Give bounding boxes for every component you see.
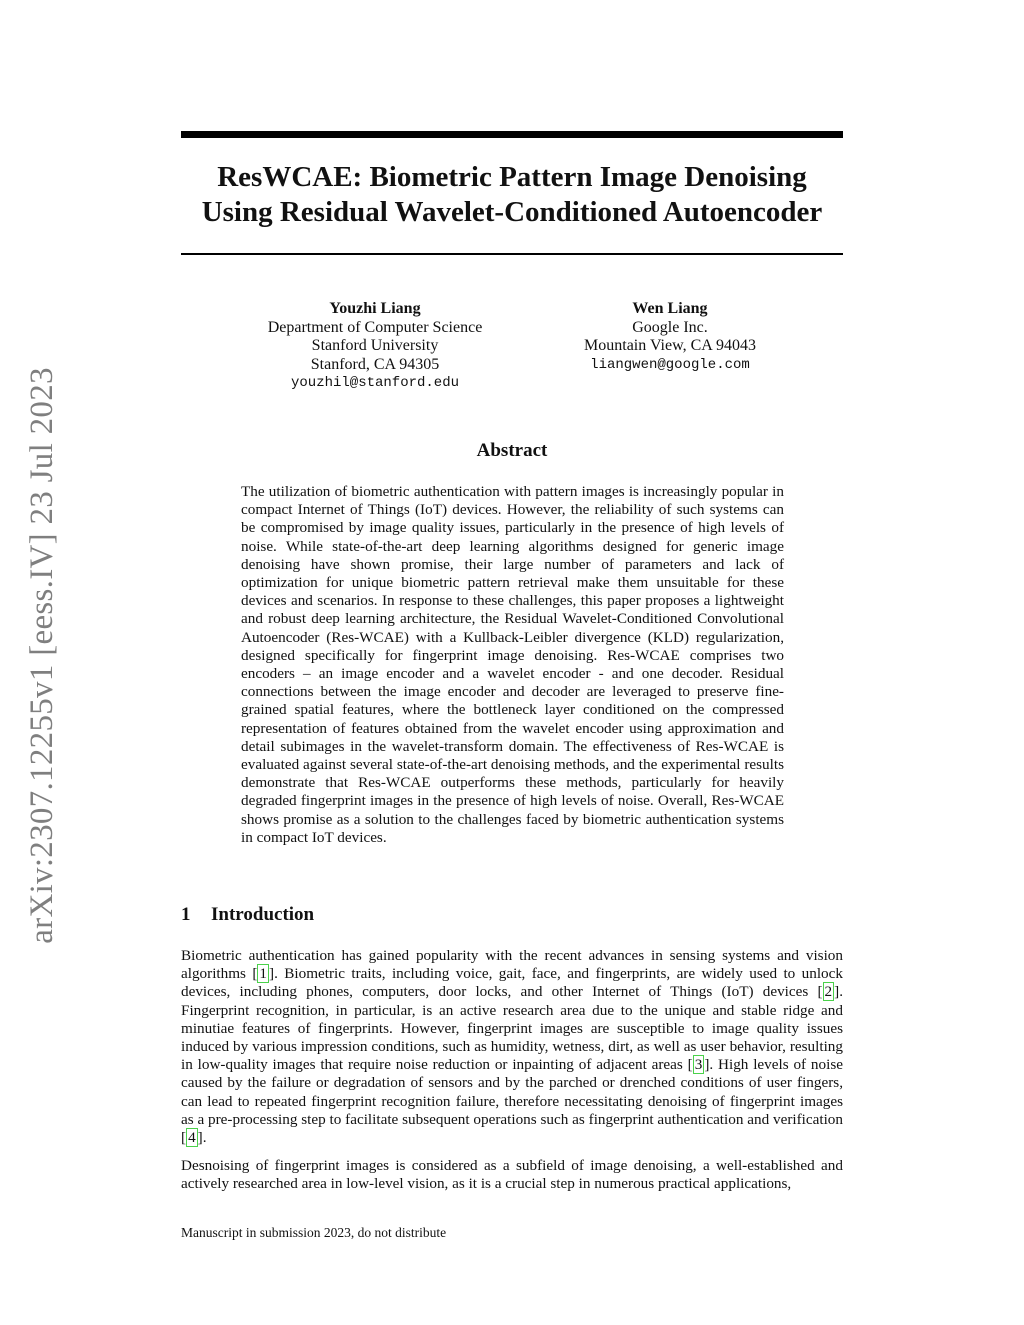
footer-note: Manuscript in submission 2023, do not distribute — [181, 1225, 447, 1240]
paper-title — [181, 160, 843, 230]
author-block-2 — [560, 300, 780, 374]
arxiv-identifier-stamp — [16, 350, 68, 960]
title-line-1: ResWCAE: Biometric Pattern Image Denoising — [217, 161, 807, 193]
intro-paragraph-2: Desnoising of fingerprint images is considered as a subfield of image denoising, a well-established and actively researched area in low-level vision, as it is a crucial step in numerous practical applications, — [181, 1157, 843, 1193]
title-bottom-rule — [181, 253, 843, 255]
intro-text-segment: . — [202, 1129, 207, 1147]
author-name: Wen Liang — [632, 300, 708, 317]
intro-text-segment: . Fingerprint recognition, in particular, is an active research area due to the unique and stable ridge and minutiae features of fingerprints. However, fingerprint images are susceptible to image quality issues induced by various impression conditions, such as humidity, wetness, dirt, as well as user behavior, resulting in low-quality images that require noise reduction or inpainting of adjacent areas — [181, 983, 843, 1074]
abstract-text: The utilization of biometric authentication with pattern images is increasingly popular in compact Internet of Things (IoT) devices. However, the reliability of such systems can be compromised by image quality issues, particularly in the presence of high levels of noise. While state-of-the-art deep learning algorithms designed for generic image denoising have shown promise, their large number of parameters and lack of optimization for unique biometric pattern retrieval make them unsuitable for these devices and scenarios. In response to these challenges, this paper proposes a lightweight and robust deep learning architecture, the Residual Wavelet-Conditioned Convolutional Autoencoder (Res-WCAE) with a Kullback-Leibler divergence (KLD) regularization, designed specifically for fingerprint image denoising. Res-WCAE comprises two encoders – an image encoder and a wavelet encoder - and one decoder. Residual connections between the image encoder and decoder are leveraged to preserve fine-grained spatial features, where the bottleneck layer conditioned on the compressed representation of features obtained from the wavelet encoder using approximation and detail subimages in the wavelet-transform domain. The effectiveness of Res-WCAE is evaluated against several state-of-the-art denoising methods, and the experimental results demonstrate that Res-WCAE outperforms these methods, particularly for heavily degraded fingerprint images in the presence of high levels of noise. Overall, Res-WCAE shows promise as a solution to the challenges faced by biometric authentication systems in compact IoT devices. — [241, 483, 784, 846]
section-title: Introduction — [211, 904, 315, 925]
author-department: Department of Computer Science — [267, 318, 483, 336]
citation-link-3[interactable]: 3 — [694, 1056, 703, 1074]
author-organization: Google Inc. — [632, 318, 708, 336]
author-block-1 — [240, 300, 510, 393]
arxiv-identifier-text: arXiv:2307.12255v1 [eess.IV] 23 Jul 2023 — [23, 366, 60, 944]
abstract-heading: Abstract — [476, 440, 548, 461]
section-heading-introduction — [181, 904, 843, 926]
author-email[interactable]: youzhil@stanford.edu — [290, 375, 460, 391]
citation-link-1[interactable]: 1 — [259, 965, 268, 983]
citation-link-2[interactable]: 2 — [824, 983, 833, 1001]
title-top-rule — [181, 131, 843, 138]
author-email[interactable]: liangwen@google.com — [590, 356, 750, 373]
citation-link-4[interactable]: 4 — [188, 1129, 196, 1147]
intro-text-segment: Biometric authentication has gained popularity with the recent advances in sensing systems and vision algorithms — [181, 947, 843, 983]
intro-text-segment: . Biometric traits, including voice, gait, face, and fingerprints, are widely used to unlock devices, including phones, computers, door locks, and other Internet of Things (IoT) devices — [181, 965, 843, 1001]
intro-paragraph-1: Biometric authentication has gained popularity with the recent advances in sensing systems and vision algorithms [ 1 ]. Biometric traits, including voice, gait, face, and fingerprints, are widely used to unlock devices, including phones, computers, door locks, and other Internet of Things (IoT) devices [ 2 ]. Fingerprint recognition, in particular, is an active research area due to the unique and stable ridge and minutiae features of fingerprints. However, fingerprint images are susceptible to image quality issues induced by various impression conditions, such as humidity, wetness, dirt, as well as user behavior, resulting in low-quality images that require noise reduction or inpainting of adjacent areas [ 3 ]. High levels of noise caused by the failure or degradation of sensors and by the parched or drenched conditions of user fingers, can lead to repeated fingerprint recognition failure, therefore necessitating denoising of fingerprint images as a pre-processing step to facilitate subsequent operations such as fingerprint authentication and verification [ 4 ]. — [181, 947, 843, 1147]
author-organization: Stanford University — [311, 337, 439, 354]
intro-text-segment: . High levels of noise caused by the failure or degradation of sensors and by the parched or drenched conditions of user fingers, can lead to repeated fingerprint recognition failure, therefore necessitating denoising of fingerprint images as a pre-processing step to facilitate subsequent operations such as fingerprint authentication and verification — [181, 1056, 843, 1128]
title-line-2: Using Residual Wavelet-Conditioned Autoencoder — [201, 196, 823, 228]
author-name: Youzhi Liang — [329, 300, 421, 317]
author-location: Mountain View, CA 94043 — [584, 337, 756, 354]
author-location: Stanford, CA 94305 — [310, 355, 440, 373]
section-number: 1 — [181, 904, 191, 925]
